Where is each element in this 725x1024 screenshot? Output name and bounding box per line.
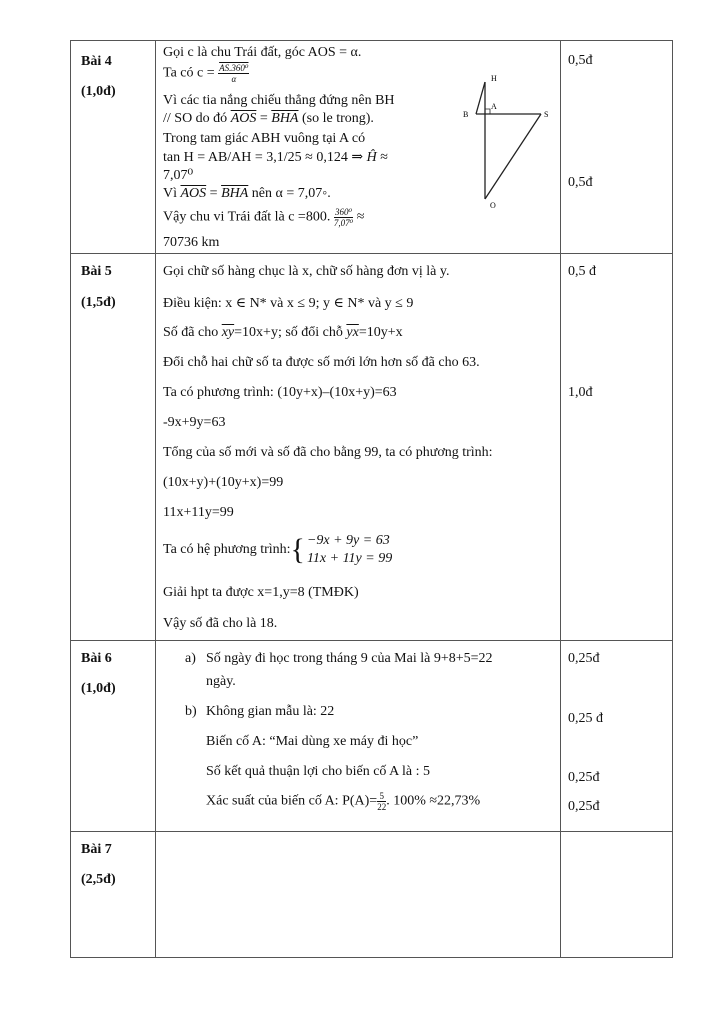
answer-table [70, 40, 673, 958]
fraction-numerator: 360⁰ [334, 207, 353, 217]
angle-bha: $\overline{BHA}$ [271, 111, 299, 126]
equals-sign: = [209, 186, 218, 201]
bai5-line5: Ta có phương trình: (10y+x)–(10x+y)=63 [163, 385, 397, 400]
bai4-line4 [163, 111, 374, 127]
bai4-line4-post: (so le trong). [301, 111, 374, 126]
right-angle-mark [485, 109, 490, 114]
probability-fraction [377, 791, 386, 812]
bai6-b-marker: b) [185, 704, 197, 719]
bai6-a-line2: ngày. [206, 674, 236, 689]
bai7-title: Bài 7 [81, 842, 112, 857]
bai5-points: (1,5đ) [81, 295, 116, 310]
bai4-label-cell [71, 41, 156, 254]
bai5-score2: 1,0đ [568, 385, 593, 400]
label-s: S [544, 110, 549, 119]
bai4-line6 [163, 149, 388, 166]
bai4-points: (1,0đ) [81, 84, 116, 99]
bai6-b-line4-pre: Xác suất của biến cố A: P(A)= [206, 793, 378, 809]
bai4-line6-pre: tan H = AB/AH = 3,1/25 ≈ 0,124 ⇒ [163, 150, 364, 165]
fraction-denominator: α [231, 74, 237, 84]
equation-2: 11x + 11y = 99 [306, 551, 393, 566]
bai4-line3: Vì các tia nắng chiếu thẳng đứng nên BH [163, 93, 395, 108]
bai5-line11: Giải hpt ta được x=1,y=8 (TMĐK) [163, 585, 359, 600]
segment-so [485, 114, 541, 199]
table-row-bai4 [71, 41, 673, 254]
bai4-line10: 70736 km [163, 235, 220, 250]
bai5-line3-post: =10y+x [358, 325, 403, 340]
equation-system [307, 532, 392, 568]
bai5-line4: Đổi chỗ hai chữ số ta được số mới lớn hơn số đã cho 63. [163, 355, 480, 370]
bai5-line7: Tổng của số mới và số đã cho bằng 99, ta có phương trình: [163, 445, 493, 460]
table-row-bai6 [71, 641, 673, 832]
bai5-line9: 11x+11y=99 [163, 505, 234, 520]
bai4-line8-pre: Vì [163, 186, 177, 201]
system-brace: { [290, 533, 305, 566]
bai4-line9-post: ≈ [356, 209, 365, 225]
bai6-b-line4 [206, 791, 480, 812]
label-b: B [463, 110, 469, 119]
number-yx: $\overline{yx}$ [346, 325, 359, 340]
equals-sign: = [259, 111, 268, 126]
label-o: O [490, 201, 496, 210]
bai5-line1: Gọi chữ số hàng chục là x, chữ số hàng đơn vị là y. [163, 264, 450, 279]
bai4-line7: 7,07⁰ [163, 168, 194, 183]
bai6-a-marker: a) [185, 651, 196, 666]
bai5-line8: (10x+y)+(10y+x)=99 [163, 475, 284, 490]
bai7-label-cell [71, 832, 156, 958]
bai5-title: Bài 5 [81, 264, 112, 279]
bai5-line3-pre: Số đã cho [163, 325, 219, 340]
bai6-score4: 0,25đ [568, 799, 600, 814]
bai4-line4-pre: // SO do đó [163, 111, 228, 126]
bai4-line8-post: nên α = 7,07◦. [251, 186, 331, 201]
bai5-line2: Điều kiện: x ∈ N* và x ≤ 9; y ∈ N* và y ≤ 9 [163, 296, 414, 311]
fraction-numerator: 5 [377, 791, 386, 802]
bai4-score-cell [561, 41, 673, 254]
bai4-fraction-angle [334, 207, 353, 228]
bai5-line3 [163, 325, 403, 341]
fraction-denominator: 22 [377, 802, 387, 812]
bai4-line2-text: Ta có c = [163, 65, 215, 81]
angle-aos: $\overline{AOS}$ [230, 111, 257, 126]
bai5-label-cell [71, 254, 156, 641]
bai4-content-cell [156, 41, 561, 254]
bai6-label-cell [71, 641, 156, 832]
bai7-content-cell [156, 832, 561, 958]
bai6-content-cell [156, 641, 561, 832]
label-a: A [491, 102, 497, 111]
bai5-content-cell [156, 254, 561, 641]
bai6-points: (1,0đ) [81, 681, 116, 696]
bai4-line9 [163, 207, 364, 228]
bai7-score-cell [561, 832, 673, 958]
segment-bh [476, 82, 485, 114]
bai5-line3-mid: =10x+y; số đổi chỗ [234, 325, 343, 340]
bai6-b-line1: Không gian mẫu là: 22 [206, 704, 335, 719]
bai4-fraction-c [218, 63, 249, 84]
bai6-score-cell [561, 641, 673, 832]
bai4-line6-post: ≈ [380, 150, 388, 165]
number-xy: $\overline{xy}$ [221, 325, 235, 340]
bai5-line10-pre: Ta có hệ phương trình: [163, 542, 291, 557]
bai4-line9-pre: Vậy chu vi Trái đất là c =800. [163, 209, 331, 225]
angle-h: Ĥ [366, 150, 377, 165]
bai5-line12: Vậy số đã cho là 18. [163, 616, 278, 631]
bai4-score2: 0,5đ [568, 175, 593, 190]
fraction-numerator: AS.360⁰ [219, 63, 249, 73]
table-row-bai5 [71, 254, 673, 641]
bai6-a-line1: Số ngày đi học trong tháng 9 của Mai là 9+8+5=22 [206, 651, 493, 666]
bai6-b-line4-post: . 100% ≈22,73% [386, 793, 481, 809]
fraction-denominator: 7,07⁰ [333, 218, 354, 228]
bai6-score1: 0,25đ [568, 651, 600, 666]
bai4-title: Bài 4 [81, 54, 112, 69]
bai6-score3: 0,25đ [568, 770, 600, 785]
bai4-line5: Trong tam giác ABH vuông tại A có [163, 131, 366, 146]
bai6-b-line3: Số kết quả thuận lợi cho biến cố A là : 5 [206, 764, 430, 779]
bai7-points: (2,5đ) [81, 872, 116, 887]
bai4-line8 [163, 186, 331, 202]
bai5-line10 [163, 532, 392, 568]
label-h: H [491, 74, 497, 83]
bai6-score2: 0,25 đ [568, 711, 603, 726]
geometry-figure [461, 69, 551, 211]
angle-bha: $\overline{BHA}$ [221, 186, 249, 201]
bai5-line6: -9x+9y=63 [163, 415, 226, 430]
table-row-bai7 [71, 832, 673, 958]
bai5-score-cell [561, 254, 673, 641]
angle-aos: $\overline{AOS}$ [180, 186, 207, 201]
bai6-title: Bài 6 [81, 651, 112, 666]
bai4-line2 [163, 63, 249, 84]
equation-1: −9x + 9y = 63 [306, 533, 390, 548]
bai4-line1: Gọi c là chu Trái đất, góc AOS = α. [163, 45, 362, 60]
bai5-score1: 0,5 đ [568, 264, 596, 279]
bai4-score1: 0,5đ [568, 53, 593, 68]
bai6-b-line2: Biến cố A: “Mai dùng xe máy đi học” [206, 734, 419, 749]
